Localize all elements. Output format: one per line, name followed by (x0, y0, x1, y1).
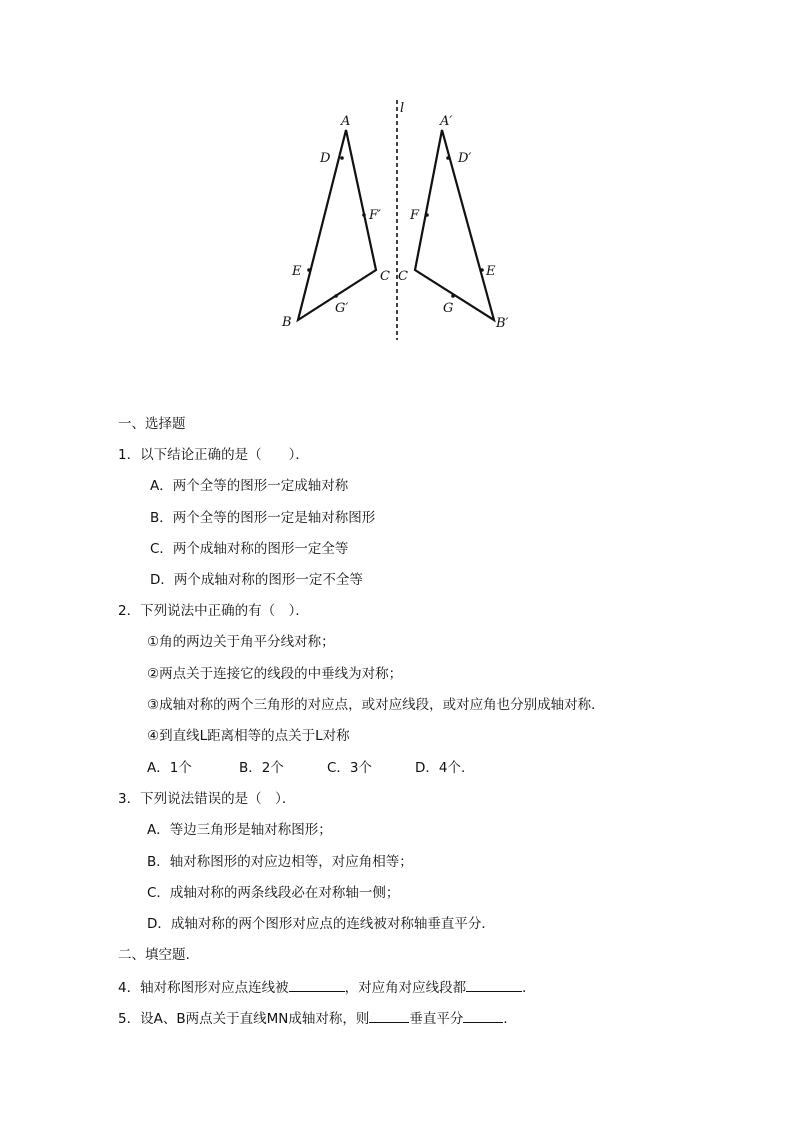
label-g-prime: G′ (335, 301, 349, 316)
symmetry-figure (270, 98, 530, 348)
q2-option-b: B．2个 (239, 760, 284, 776)
point-f-prime (362, 213, 366, 217)
section-title-choice: 一、选择题 (118, 416, 186, 432)
label-f-prime: F′ (369, 208, 381, 223)
axis-label: l (400, 101, 405, 116)
q2-statement-4: ④到直线L距离相等的点关于L对称 (147, 728, 350, 744)
point-g-prime (334, 294, 338, 298)
section-title-fill: 二、填空题. (118, 947, 190, 963)
right-triangle (415, 130, 494, 320)
q1-option-c: C．两个成轴对称的图形一定全等 (150, 541, 349, 557)
q2-stem: 2．下列说法中正确的有（ ）． (118, 603, 309, 619)
label-c-left: C (380, 269, 390, 284)
label-c-right: C (398, 269, 408, 284)
q2-option-a: A．1个 (147, 760, 192, 776)
label-e-right: E (486, 264, 496, 279)
label-a: A (341, 114, 351, 129)
label-g: G (443, 301, 454, 316)
label-a-prime: A′ (440, 114, 453, 129)
q4-line (118, 977, 536, 998)
q4-blank-1[interactable] (289, 977, 345, 992)
q4-text-3: ． (522, 980, 536, 996)
q3-option-c: C．成轴对称的两条线段必在对称轴一侧； (147, 885, 400, 901)
q2-option-c: C．3个 (327, 760, 373, 776)
q1-option-d: D．两个成轴对称的图形一定不全等 (150, 572, 363, 588)
q2-statement-2: ②两点关于连接它的线段的中垂线为对称； (147, 666, 403, 682)
left-triangle (298, 130, 376, 320)
q5-text-3: ． (503, 1011, 517, 1027)
point-e-right (480, 268, 484, 272)
q3-stem: 3．下列说法错误的是（ ）． (118, 791, 296, 807)
q2-options (147, 758, 479, 778)
q5-blank-1[interactable] (369, 1008, 409, 1023)
q4-text-2: ，对应角对应线段都 (344, 980, 467, 996)
point-d (340, 156, 344, 160)
q3-option-a: A．等边三角形是轴对称图形； (147, 822, 332, 838)
q5-text-2: 垂直平分 (409, 1011, 464, 1027)
q5-blank-2[interactable] (463, 1008, 503, 1023)
label-d-prime: D′ (458, 151, 472, 166)
label-b-prime: B′ (496, 316, 509, 331)
label-e: E (292, 264, 302, 279)
q5-text-1: 5．设A、B两点关于直线MN成轴对称，则 (118, 1011, 370, 1027)
q2-option-d: D．4个. (415, 760, 466, 776)
q5-line (118, 1008, 517, 1029)
q4-blank-2[interactable] (466, 977, 522, 992)
label-b: B (282, 315, 292, 330)
point-d-prime (446, 156, 450, 160)
q2-statement-3: ③成轴对称的两个三角形的对应点，或对应线段，或对应角也分别成轴对称． (147, 697, 605, 713)
q3-option-b: B．轴对称图形的对应边相等，对应角相等； (147, 854, 413, 870)
label-f: F (410, 208, 420, 223)
label-d: D (320, 151, 331, 166)
q1-stem: 1．以下结论正确的是（ ）． (118, 447, 309, 463)
point-e (307, 268, 311, 272)
q3-option-d: D．成轴对称的两个图形对应点的连线被对称轴垂直平分． (147, 916, 495, 932)
symmetry-diagram (270, 98, 530, 348)
point-g (451, 294, 455, 298)
q1-option-b: B．两个全等的图形一定是轴对称图形 (150, 510, 376, 526)
q2-statement-1: ①角的两边关于角平分线对称； (147, 634, 335, 650)
q4-text-1: 4．轴对称图形对应点连线被 (118, 980, 289, 996)
point-f (425, 213, 429, 217)
q1-option-a: A．两个全等的图形一定成轴对称 (150, 478, 349, 494)
